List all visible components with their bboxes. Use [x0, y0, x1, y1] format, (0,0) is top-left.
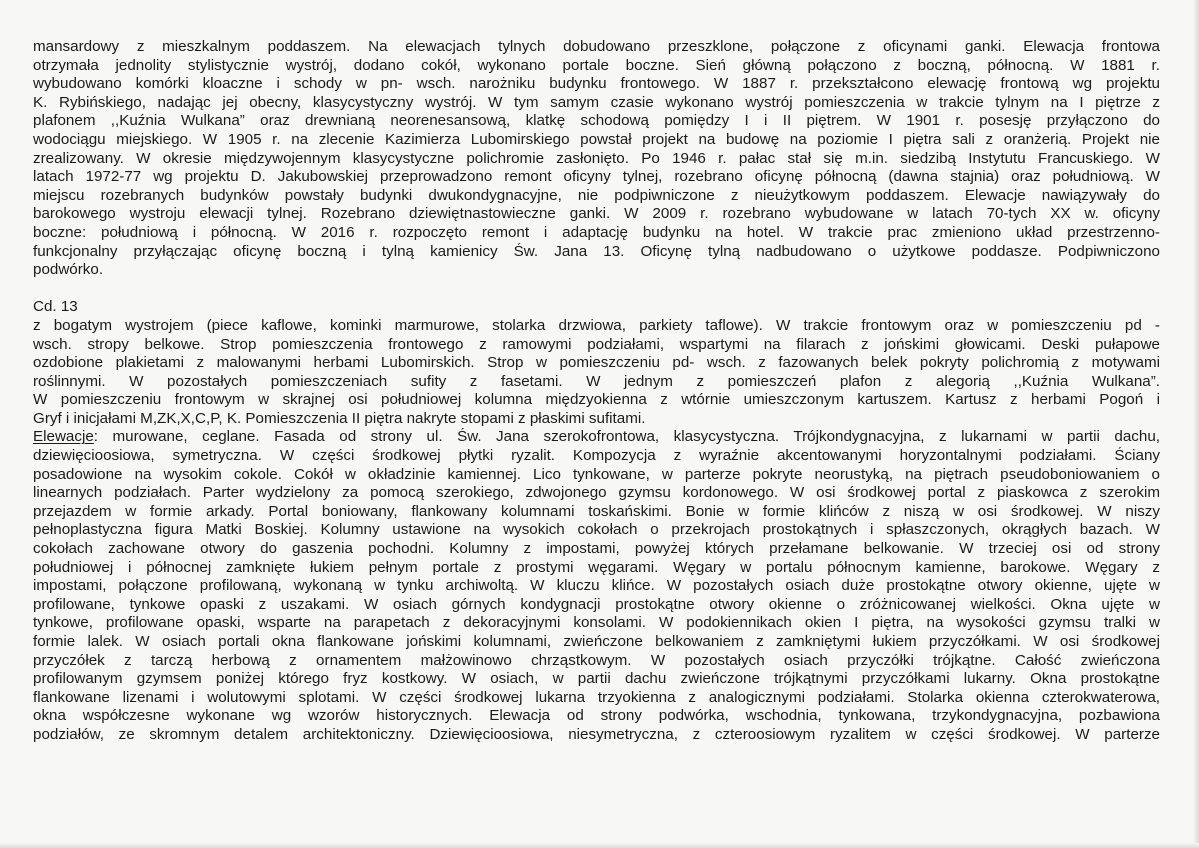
- scan-edge: [0, 843, 1199, 848]
- text-line: flankowane lizenami i wolutowymi splotami. W części środkowej lukarna trzyokienna z analogicznymi podziałami. Stolarka okienna czterokwaterowa,: [33, 688, 1160, 706]
- text-line: południowej i północnej zamknięte łukiem pełnym portale z prostymi węgarami. Węgary w portalu północnym kamienne, barokowe. Węgary z: [33, 558, 1160, 576]
- facade-paragraph: [33, 428, 1160, 744]
- text-line: podwórko.: [33, 261, 104, 279]
- text-line: profilowanym gzymsem poniżej którego fryz kostkowy. W osiach, w partii dachu zwieńczone trójkątnymi przyczółkami lukarny. Okna prostokątne: [33, 670, 1160, 688]
- scan-edge: [1193, 0, 1199, 848]
- text-line: cokołach zachowane otwory do gaszenia pochodni. Kolumny z impostami, powyżej których przełamane belkowanie. W trzeciej osi od strony: [33, 540, 1160, 558]
- text-line: przejazdem w formie arkady. Portal boniowany, flankowany kolumnami toskańskimi. Bonie w formie klińców z niszą w osi środkowej. W niszy: [33, 502, 1160, 520]
- text-line: miejscu rozebranych budynków powstały budynki dwukondygnacyjne, nie podpiwniczone z nieużytkowym poddaszem. Elewacje nawiązywały do: [33, 186, 1160, 204]
- text-line: wybudowano komórki kloaczne i schody w pn- wsch. narożniku budynku frontowego. W 1887 r. przekształcono elewację frontową wg projektu: [33, 75, 1160, 93]
- elewacje-label: Elewacje: [33, 428, 94, 446]
- text-line: latach 1972-77 wg projektu D. Jakubowskiej przeprowadzono remont oficyny tylnej, rozebrano oficynę północną (dawna stajnia) oraz południową. W: [33, 168, 1160, 186]
- text-line: tynkowe, profilowane opaski, wsparte na parapetach z dekoracyjnymi konsolami. W podokiennikach okien I piętra, na wysokości gzymsu tralki w: [33, 614, 1160, 632]
- text-line: plafonem ,,Kuźnia Wulkana” oraz drewnianą neorenesansową, klatkę schodową pomiędzy I i II piętrem. W 1901 r. posesję przyłączono do: [33, 112, 1160, 130]
- text-line: W pomieszczeniu frontowym w skrajnej osi południowej kolumna międzyokienna z wtórnie umieszczonym kartuszem. Kartusz z herbami Pogoń i: [33, 391, 1160, 409]
- paragraph-gap: [33, 280, 1160, 299]
- text-line: z bogatym wystrojem (piece kaflowe, kominki marmurowe, stolarka drzwiowa, parkiety taflowe). W trakcie frontowym oraz w pomieszczeniu pd -: [33, 316, 1160, 334]
- text-line: boczne: południową i północną. W 2016 r. rozpoczęto remont i adaptację budynku na hotel. W trakcie prac zmieniono układ przestrzenno-: [33, 223, 1160, 241]
- text-line: impostami, połączone profilowaną, wykonaną w tynku archiwoltą. W kluczu klińce. W pozostałych osiach duże prostokątne otwory okienne, ujęte w: [33, 577, 1160, 595]
- text-line: dziewięcioosiowa, symetryczna. W części środkowej płytki ryzalit. Kompozycja z wyraźnie akcentowanymi horyzontalnymi podziałami. Ściany: [33, 447, 1160, 465]
- text-line: linearnych podziałach. Parter wydzielony za pomocą szerokiego, zdwojonego gzymsu kordonowego. W osi środkowej portal z piaskowca z szerokim: [33, 484, 1160, 502]
- text-line: roślinnymi. W pozostałych pomieszczeniach sufity z fasetami. W jednym z pomieszczeń plafon z alegorią ,,Kuźnia Wulkana”.: [33, 372, 1160, 390]
- text-line: K. Rybińskiego, nadając jej obecny, klasycystyczny wystrój. W tym samym czasie wykonano wystrój pomieszczenia w trakcie tylnym na I piętrze z: [33, 93, 1160, 111]
- text-line: mansardowy z mieszkalnym poddaszem. Na elewacjach tylnych dobudowano przeszklone, połączone z oficynami ganki. Elewacja frontowa: [33, 38, 1160, 55]
- interior-paragraph: [33, 317, 1160, 429]
- text-line: wsch. stropy belkowe. Strop pomieszczenia frontowego z ramowymi podziałami, wspartymi na filarach z jońskimi głowicami. Deski pułapowe: [33, 335, 1160, 353]
- text-line: podziałów, ze skromnym detalem architektoniczny. Dziewięcioosiowa, niesymetryczna, z czteroosiowym ryzalitem w części środkowej. W parterze: [33, 725, 1160, 743]
- history-paragraph: [33, 38, 1160, 280]
- section-heading: Cd. 13: [33, 298, 78, 316]
- text-line: barokowego wystroju elewacji tylnej. Rozebrano dziewiętnastowieczne ganki. W 2009 r. rozebrano wybudowane w latach 70-tych XX w. oficyny: [33, 205, 1160, 223]
- text-line: otrzymała jednolity stylistycznie wystrój, dodano cokół, wykonano portale boczne. Sień główną połączono z boczną, północną. W 1881 r.: [33, 56, 1160, 74]
- text-line: okna współczesne wykonane wg wzorów historycznych. Elewacja od strony podwórka, wschodnia, tynkowana, trzykondygnacyjna, pozbawiona: [33, 707, 1160, 725]
- text-line: funkcjonalny przyłączając oficynę boczną i tylną kamienicy Św. Jana 13. Oficynę tylną nadbudowano o użytkowe poddasze. Podpiwniczono: [33, 242, 1160, 260]
- text-line: pełnoplastyczna figura Matki Boskiej. Kolumny ustawione na wysokich cokołach o przekrojach prostokątnych i spłaszczonych, okrągłych bazach. W: [33, 521, 1160, 539]
- elewacje-text: : murowane, ceglane. Fasada od strony ul. Św. Jana szerokofrontowa, klasycystyczna. Trójkondygnacyjna, z lukarnami w partii dachu,: [93, 428, 1160, 446]
- text-line: zrealizowany. W okresie międzywojennym klasycystyczne polichromie zasłonięto. Po 1946 r. pałac stał się m.in. siedzibą Instytutu Francuskiego. W: [33, 149, 1160, 167]
- text-line: ozdobione plakietami z malowanymi herbami Lubomirskich. Strop w pomieszczeniu pd- wsch. z fazowanych belek pokryty polichromią z motywami: [33, 354, 1160, 372]
- text-line: posadowione na wysokim cokole. Cokół w okładzinie kamiennej. Lico tynkowane, w parterze pokryte neorustyką, na piętrach pseudoboniowaniem o: [33, 465, 1160, 483]
- document-body: [33, 38, 1160, 745]
- text-line: profilowane, tynkowe opaski z uszakami. W osiach górnych kondygnacji prostokątne otwory okienne o zróżnicowanej wielkości. Okna ujęte w: [33, 595, 1160, 613]
- text-line: przyczółek z tarczą herbową z ornamentem małżowinowo chrząstkowym. W pozostałych osiach przyczółki trójkątne. Całość zwieńczona: [33, 651, 1160, 669]
- text-line: wodociągu miejskiego. W 1905 r. na zlecenie Kazimierza Lubomirskiego powstał projekt na budowę na poziomie I piętra sali z oranżerią. Projekt nie: [33, 130, 1160, 148]
- text-line: Gryf i inicjałami M,ZK,X,C,P, K. Pomieszczenia II piętra nakryte stopami z płaskimi sufitami.: [33, 409, 646, 427]
- text-line: [33, 428, 1160, 447]
- text-line: formie lalek. W osiach portali okna flankowane jońskimi kolumnami, zwieńczone belkowaniem z zamkniętymi łukiem przyczółkami. W osi środkowej: [33, 633, 1160, 650]
